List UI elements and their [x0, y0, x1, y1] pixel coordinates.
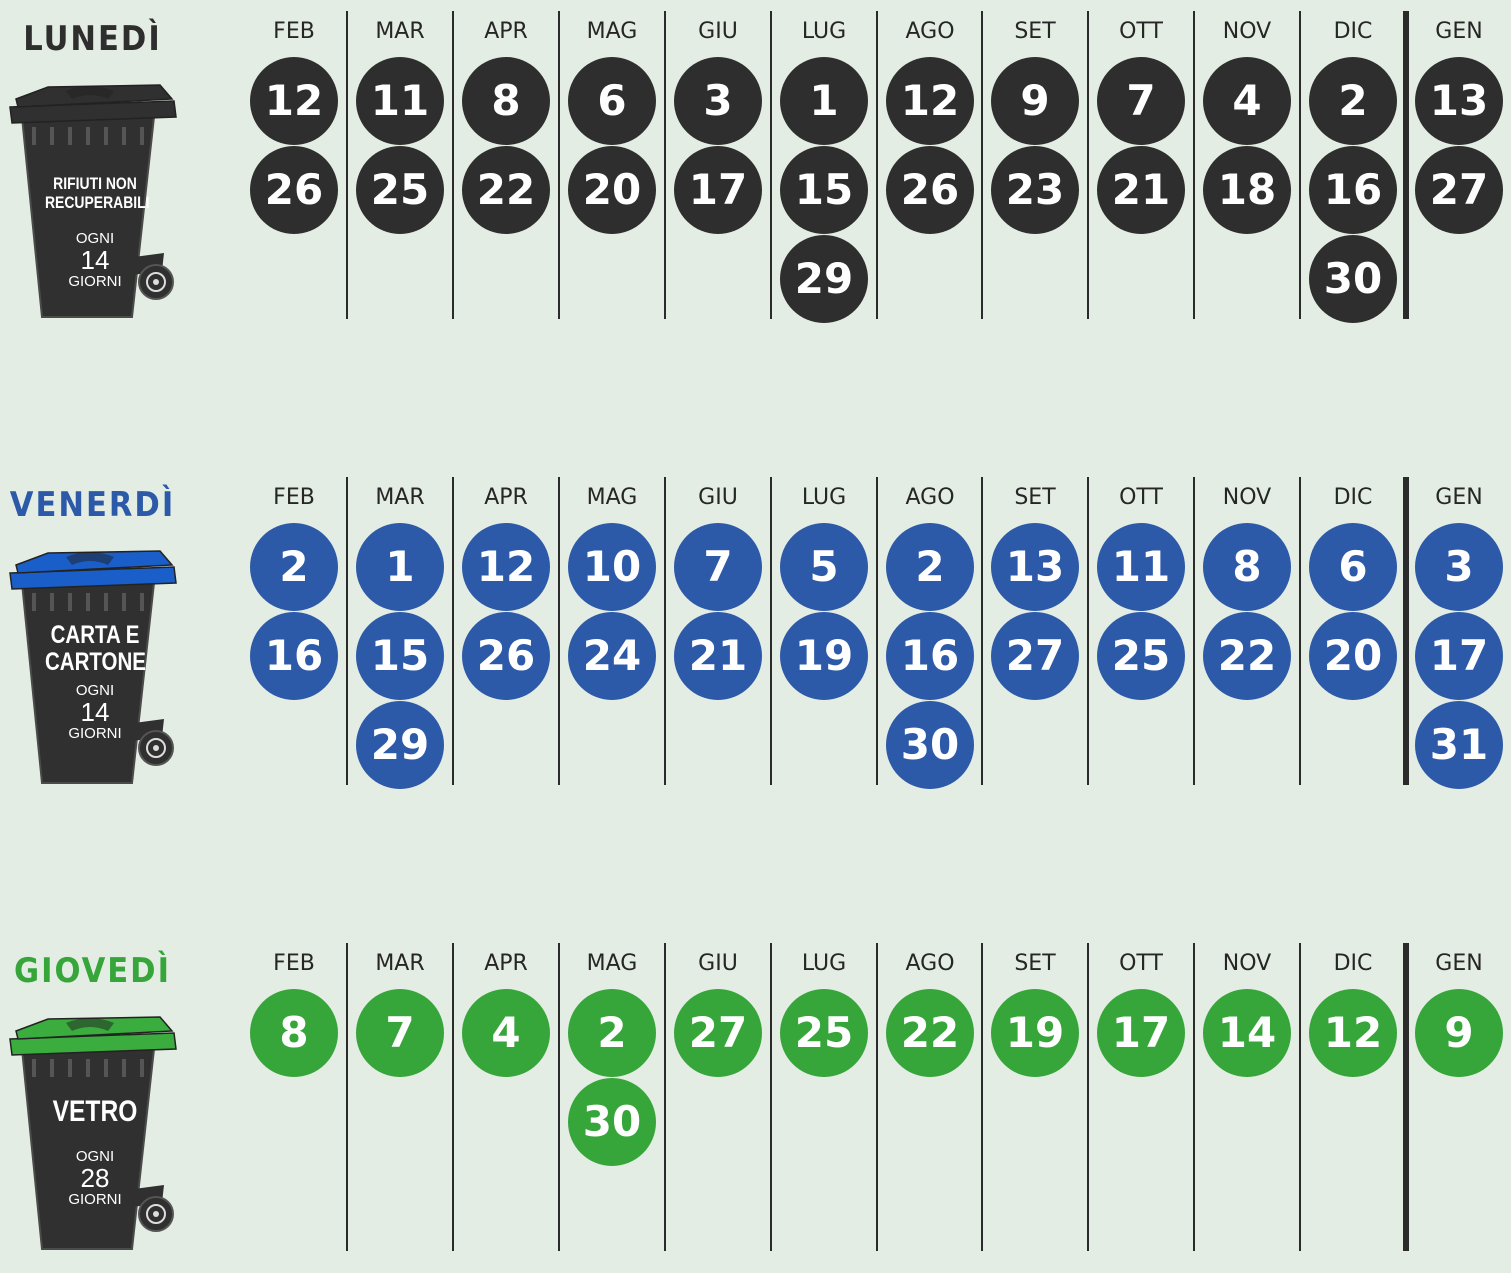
day-title: GIOVEDÌ: [14, 951, 171, 991]
month-name: MAR: [375, 951, 425, 976]
bin-type-label: RIFIUTI NON: [53, 174, 137, 193]
month-column: [241, 477, 347, 797]
collection-date: 13: [991, 523, 1079, 611]
collection-date: 4: [462, 989, 550, 1077]
collection-date: 22: [462, 146, 550, 234]
month-name: LUG: [801, 951, 847, 976]
collection-date: 11: [356, 57, 444, 145]
month-name: MAG: [586, 485, 638, 510]
collection-date: 2: [1309, 57, 1397, 145]
collection-date: 24: [568, 612, 656, 700]
month-divider: [1193, 477, 1195, 785]
collection-date: 7: [1097, 57, 1185, 145]
month-divider: [1299, 943, 1301, 1251]
month-divider: [558, 477, 560, 785]
month-column: [877, 477, 983, 797]
collection-date: 8: [1203, 523, 1291, 611]
collection-date: 12: [462, 523, 550, 611]
month-divider: [1299, 11, 1301, 319]
month-divider: [981, 477, 983, 785]
collection-date: 2: [886, 523, 974, 611]
month-column: [877, 943, 983, 1263]
month-name: APR: [484, 485, 528, 510]
collection-date: 16: [1309, 146, 1397, 234]
month-column: [982, 477, 1088, 797]
month-name: APR: [484, 951, 528, 976]
collection-date: 20: [1309, 612, 1397, 700]
collection-date: 19: [991, 989, 1079, 1077]
month-column: [1194, 11, 1300, 331]
collection-date: 25: [356, 146, 444, 234]
month-column: [771, 477, 877, 797]
month-name: GEN: [1435, 19, 1483, 44]
collection-date: 17: [674, 146, 762, 234]
frequency-ogni: OGNI: [75, 230, 115, 247]
month-name: LUG: [801, 19, 847, 44]
collection-date: 4: [1203, 57, 1291, 145]
month-name: DIC: [1333, 951, 1373, 976]
month-column: [1194, 477, 1300, 797]
month-divider: [452, 11, 454, 319]
month-column: [559, 943, 665, 1263]
collection-date: 15: [780, 146, 868, 234]
month-name: FEB: [273, 19, 315, 44]
month-divider: [876, 11, 878, 319]
month-divider: [558, 11, 560, 319]
month-name: FEB: [273, 485, 315, 510]
month-name: NOV: [1222, 485, 1272, 510]
month-divider: [664, 11, 666, 319]
month-column: [1300, 11, 1406, 331]
collection-frequency: [34, 1149, 156, 1207]
schedule-green: [0, 943, 1511, 1273]
month-name: SET: [1014, 485, 1056, 510]
month-divider: [452, 943, 454, 1251]
collection-date: 17: [1097, 989, 1185, 1077]
month-column: [1406, 477, 1511, 797]
year-divider: [1403, 943, 1409, 1251]
collection-frequency: [34, 231, 156, 289]
month-column: [453, 11, 559, 331]
month-divider: [981, 11, 983, 319]
month-column: [453, 477, 559, 797]
collection-date: 13: [1415, 57, 1503, 145]
month-name: APR: [484, 19, 528, 44]
collection-date: 5: [780, 523, 868, 611]
month-column: [771, 943, 877, 1263]
month-name: GEN: [1435, 951, 1483, 976]
month-column: [1194, 943, 1300, 1263]
month-column: [982, 943, 1088, 1263]
month-column: [241, 11, 347, 331]
month-column: [771, 11, 877, 331]
month-divider: [346, 943, 348, 1251]
month-divider: [770, 943, 772, 1251]
collection-date: 19: [780, 612, 868, 700]
collection-date: 12: [886, 57, 974, 145]
collection-date: 6: [1309, 523, 1397, 611]
collection-date: 11: [1097, 523, 1185, 611]
month-column: [1300, 943, 1406, 1263]
collection-date: 22: [886, 989, 974, 1077]
collection-date: 9: [1415, 989, 1503, 1077]
month-divider: [1299, 477, 1301, 785]
month-divider: [876, 943, 878, 1251]
collection-date: 27: [674, 989, 762, 1077]
month-column: [453, 943, 559, 1263]
schedule-black: [0, 11, 1511, 341]
month-name: DIC: [1333, 19, 1373, 44]
collection-date: 25: [780, 989, 868, 1077]
frequency-ogni: OGNI: [75, 682, 115, 699]
collection-date: 1: [780, 57, 868, 145]
month-name: NOV: [1222, 19, 1272, 44]
day-title: VENERDÌ: [9, 485, 176, 525]
day-title: LUNEDÌ: [23, 19, 162, 59]
month-name: AGO: [905, 485, 955, 510]
collection-date: 10: [568, 523, 656, 611]
collection-date: 18: [1203, 146, 1291, 234]
month-column: [982, 11, 1088, 331]
collection-date: 21: [1097, 146, 1185, 234]
month-divider: [664, 477, 666, 785]
bin-type-label: RECUPERABILI: [44, 193, 150, 212]
month-divider: [1193, 943, 1195, 1251]
frequency-giorni: GIORNI: [68, 1191, 122, 1208]
collection-date: 26: [462, 612, 550, 700]
frequency-days: 14: [80, 697, 110, 727]
month-name: AGO: [905, 19, 955, 44]
month-column: [347, 11, 453, 331]
month-divider: [452, 477, 454, 785]
month-column: [347, 477, 453, 797]
month-divider: [1087, 477, 1089, 785]
collection-date: 26: [250, 146, 338, 234]
collection-date: 3: [674, 57, 762, 145]
month-column: [665, 943, 771, 1263]
month-divider: [664, 943, 666, 1251]
frequency-days: 28: [80, 1163, 110, 1193]
month-column: [1088, 477, 1194, 797]
month-name: MAG: [586, 951, 638, 976]
month-name: DIC: [1333, 485, 1373, 510]
year-divider: [1403, 11, 1409, 319]
collection-date: 2: [250, 523, 338, 611]
month-column: [347, 943, 453, 1263]
month-column: [1088, 943, 1194, 1263]
month-column: [1300, 477, 1406, 797]
collection-date: 3: [1415, 523, 1503, 611]
month-divider: [346, 477, 348, 785]
collection-date: 30: [568, 1078, 656, 1166]
month-name: OTT: [1119, 951, 1163, 976]
month-name: OTT: [1119, 19, 1163, 44]
collection-date: 6: [568, 57, 656, 145]
collection-date: 8: [250, 989, 338, 1077]
month-divider: [770, 477, 772, 785]
collection-date: 17: [1415, 612, 1503, 700]
collection-date: 16: [886, 612, 974, 700]
frequency-giorni: GIORNI: [68, 273, 122, 290]
month-column: [877, 11, 983, 331]
month-column: [665, 11, 771, 331]
month-column: [559, 477, 665, 797]
collection-date: 1: [356, 523, 444, 611]
collection-date: 12: [250, 57, 338, 145]
collection-date: 27: [991, 612, 1079, 700]
collection-date: 26: [886, 146, 974, 234]
bin-type-label: CARTONE: [44, 648, 146, 676]
collection-date: 8: [462, 57, 550, 145]
month-column: [1406, 11, 1511, 331]
collection-date: 9: [991, 57, 1079, 145]
month-name: AGO: [905, 951, 955, 976]
month-divider: [1087, 11, 1089, 319]
month-column: [241, 943, 347, 1263]
month-divider: [346, 11, 348, 319]
frequency-giorni: GIORNI: [68, 725, 122, 742]
frequency-ogni: OGNI: [75, 1148, 115, 1165]
month-divider: [770, 11, 772, 319]
collection-date: 2: [568, 989, 656, 1077]
collection-date: 29: [356, 701, 444, 789]
month-name: SET: [1014, 951, 1056, 976]
collection-date: 23: [991, 146, 1079, 234]
collection-date: 14: [1203, 989, 1291, 1077]
month-name: MAG: [586, 19, 638, 44]
collection-date: 20: [568, 146, 656, 234]
collection-date: 7: [356, 989, 444, 1077]
month-name: MAR: [375, 485, 425, 510]
month-divider: [981, 943, 983, 1251]
month-name: LUG: [801, 485, 847, 510]
month-name: GIU: [698, 951, 738, 976]
month-column: [1406, 943, 1511, 1263]
collection-date: 29: [780, 235, 868, 323]
collection-date: 16: [250, 612, 338, 700]
month-name: GIU: [698, 19, 738, 44]
wheelie-bin-icon: [4, 77, 180, 337]
schedule-blue: [0, 477, 1511, 807]
month-name: MAR: [375, 19, 425, 44]
wheelie-bin-icon: [4, 543, 180, 803]
month-divider: [1193, 11, 1195, 319]
month-divider: [1087, 943, 1089, 1251]
month-name: OTT: [1119, 485, 1163, 510]
month-divider: [558, 943, 560, 1251]
collection-date: 27: [1415, 146, 1503, 234]
bin-type-label: VETRO: [52, 1095, 138, 1128]
collection-date: 22: [1203, 612, 1291, 700]
collection-date: 15: [356, 612, 444, 700]
frequency-days: 14: [80, 245, 110, 275]
month-name: GIU: [698, 485, 738, 510]
collection-date: 25: [1097, 612, 1185, 700]
collection-date: 12: [1309, 989, 1397, 1077]
month-name: SET: [1014, 19, 1056, 44]
month-name: GEN: [1435, 485, 1483, 510]
month-column: [559, 11, 665, 331]
month-name: NOV: [1222, 951, 1272, 976]
collection-date: 31: [1415, 701, 1503, 789]
month-column: [665, 477, 771, 797]
wheelie-bin-icon: [4, 1009, 180, 1269]
collection-date: 30: [1309, 235, 1397, 323]
collection-date: 21: [674, 612, 762, 700]
month-divider: [876, 477, 878, 785]
bin-type-label: CARTA E: [50, 621, 140, 649]
year-divider: [1403, 477, 1409, 785]
collection-date: 30: [886, 701, 974, 789]
collection-frequency: [34, 683, 156, 741]
month-column: [1088, 11, 1194, 331]
collection-date: 7: [674, 523, 762, 611]
month-name: FEB: [273, 951, 315, 976]
